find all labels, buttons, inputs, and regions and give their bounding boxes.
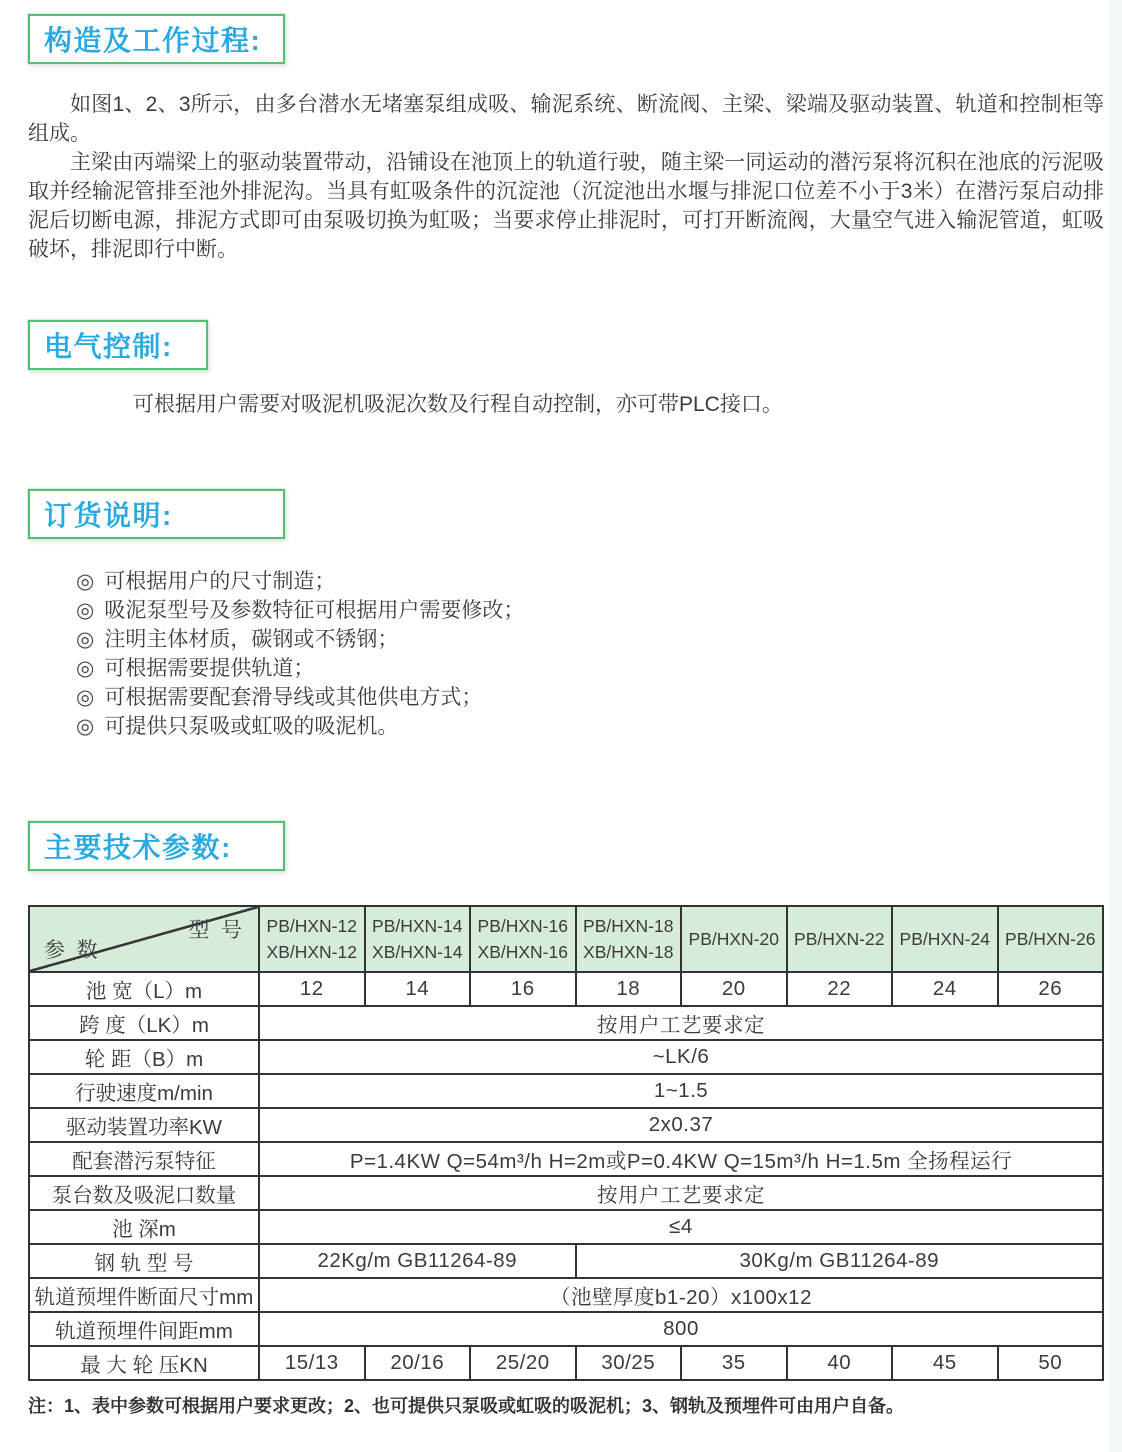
table-row: [29, 1244, 1103, 1278]
parameter-row-label: 钢 轨 型 号: [29, 1244, 259, 1278]
ordering-list-item: [76, 567, 1104, 596]
parameter-value-cell: 2x0.37: [259, 1108, 1103, 1142]
corner-label-model: 型 号: [188, 919, 242, 942]
bullseye-bullet-icon: ◎: [76, 657, 95, 680]
ordering-list-item: [76, 712, 1104, 741]
model-column-header: PB/HXN-16 XB/HXN-16: [470, 906, 576, 972]
table-row: [29, 1278, 1103, 1312]
model-column-header: PB/HXN-12 XB/HXN-12: [259, 906, 365, 972]
parameter-row-label: 轮 距（B）m: [29, 1040, 259, 1074]
parameter-value-cell: 800: [259, 1312, 1103, 1346]
table-row: [29, 1108, 1103, 1142]
table-row: [29, 1074, 1103, 1108]
model-column-header: PB/HXN-22: [787, 906, 893, 972]
parameter-value-cell: 24: [892, 972, 998, 1006]
parameter-row-label: 跨 度（LK）m: [29, 1006, 259, 1040]
ordering-item-text: 可根据需要配套滑导线或其他供电方式；: [104, 686, 483, 709]
parameter-row-label: 池 宽（L）m: [29, 972, 259, 1006]
parameter-value-cell: 20: [681, 972, 787, 1006]
parameter-row-label: 泵台数及吸泥口数量: [29, 1176, 259, 1210]
technical-parameters-table: [28, 905, 1104, 1381]
model-column-header: PB/HXN-18 XB/HXN-18: [576, 906, 682, 972]
table-row: [29, 1210, 1103, 1244]
ordering-item-text: 可根据用户的尺寸制造；: [104, 570, 336, 593]
ordering-list-item: [76, 625, 1104, 654]
section-title-electric: 电气控制:: [44, 331, 173, 362]
table-row: [29, 1040, 1103, 1074]
parameter-value-cell: P=1.4KW Q=54m³/h H=2m或P=0.4KW Q=15m³/h H=1.5m 全扬程运行: [259, 1142, 1103, 1176]
parameter-value-cell: 18: [576, 972, 682, 1006]
model-column-header: PB/HXN-20: [681, 906, 787, 972]
ordering-list-item: [76, 596, 1104, 625]
parameter-row-label: 轨道预埋件间距mm: [29, 1312, 259, 1346]
parameter-row-label: 行驶速度m/min: [29, 1074, 259, 1108]
parameter-value-cell: 26: [998, 972, 1104, 1006]
parameter-value-cell: 30/25: [576, 1346, 682, 1380]
parameter-value-cell: 45: [892, 1346, 998, 1380]
structure-paragraph-2: 主梁由丙端梁上的驱动装置带动，沿铺设在池顶上的轨道行驶，随主梁一同运动的潜污泵将沉积在池底的污泥吸取并经输泥管排至池外排泥沟。当具有虹吸条件的沉淀池（沉淀池出水堰与排泥口位差不小于3米）在潜污泵启动排泥后切断电源，排泥方式即可由泵吸切换为虹吸；当要求停止排泥时，可打开断流阀，大量空气进入输泥管道，虹吸破坏，排泥即行中断。: [28, 151, 1104, 261]
table-footnote: 注：1、表中参数可根据用户要求更改；2、也可提供只泵吸或虹吸的吸泥机；3、钢轨及预埋件可由用户自备。: [28, 1396, 905, 1416]
parameter-row-label: 最 大 轮 压KN: [29, 1346, 259, 1380]
ordering-item-text: 可提供只泵吸或虹吸的吸泥机。: [104, 715, 399, 738]
bullseye-bullet-icon: ◎: [76, 599, 95, 622]
model-column-header: PB/HXN-24: [892, 906, 998, 972]
parameter-value-cell: 1~1.5: [259, 1074, 1103, 1108]
parameter-value-cell: 按用户工艺要求定: [259, 1006, 1103, 1040]
parameter-value-cell: 按用户工艺要求定: [259, 1176, 1103, 1210]
ordering-item-text: 可根据需要提供轨道；: [104, 657, 315, 680]
parameter-value-cell: 50: [998, 1346, 1104, 1380]
spacer: [28, 741, 1104, 821]
parameter-row-label: 配套潜污泵特征: [29, 1142, 259, 1176]
ordering-list-item: [76, 683, 1104, 712]
section-box-ordering: [28, 489, 285, 539]
table-row: [29, 1346, 1103, 1380]
ordering-list-item: [76, 654, 1104, 683]
ordering-list: [28, 567, 1104, 741]
parameter-row-label: 轨道预埋件断面尺寸mm: [29, 1278, 259, 1312]
section-title-structure: 构造及工作过程:: [44, 25, 262, 56]
bullseye-bullet-icon: ◎: [76, 715, 95, 738]
parameter-value-cell: 22Kg/m GB11264-89: [259, 1244, 576, 1278]
parameter-row-label: 驱动装置功率KW: [29, 1108, 259, 1142]
section-box-electric: [28, 320, 208, 370]
model-column-header: PB/HXN-14 XB/HXN-14: [365, 906, 471, 972]
parameter-value-cell: ~LK/6: [259, 1040, 1103, 1074]
table-row: [29, 972, 1103, 1006]
parameter-value-cell: 16: [470, 972, 576, 1006]
table-row: [29, 1006, 1103, 1040]
table-corner-cell: [29, 906, 259, 972]
parameter-value-cell: 22: [787, 972, 893, 1006]
ordering-item-text: 注明主体材质，碳钢或不锈钢；: [104, 628, 399, 651]
bullseye-bullet-icon: ◎: [76, 570, 95, 593]
section-box-structure: [28, 14, 285, 64]
parameter-row-label: 池 深m: [29, 1210, 259, 1244]
section-title-parameters: 主要技术参数:: [44, 832, 232, 863]
ordering-item-text: 吸泥泵型号及参数特征可根据用户需要修改；: [104, 599, 525, 622]
table-row: [29, 1176, 1103, 1210]
table-row: [29, 1312, 1103, 1346]
parameter-value-cell: 30Kg/m GB11264-89: [576, 1244, 1104, 1278]
parameter-value-cell: 20/16: [365, 1346, 471, 1380]
parameter-value-cell: （池壁厚度b1-20）x100x12: [259, 1278, 1103, 1312]
bullseye-bullet-icon: ◎: [76, 686, 95, 709]
model-column-header: PB/HXN-26: [998, 906, 1104, 972]
parameter-value-cell: 35: [681, 1346, 787, 1380]
spacer: [28, 419, 1104, 489]
parameter-value-cell: 40: [787, 1346, 893, 1380]
corner-label-parameter: 参 数: [44, 939, 98, 962]
electric-paragraph: 可根据用户需要对吸泥机吸泥次数及行程自动控制，亦可带PLC接口。: [133, 393, 783, 416]
parameter-value-cell: 12: [259, 972, 365, 1006]
parameter-value-cell: 15/13: [259, 1346, 365, 1380]
parameter-value-cell: 14: [365, 972, 471, 1006]
section-box-parameters: [28, 821, 285, 871]
parameter-value-cell: ≤4: [259, 1210, 1103, 1244]
structure-paragraph-1: 如图1、2、3所示，由多台潜水无堵塞泵组成吸、输泥系统、断流阀、主梁、梁端及驱动装置、轨道和控制柜等组成。: [28, 93, 1104, 145]
parameter-value-cell: 25/20: [470, 1346, 576, 1380]
section-title-ordering: 订货说明:: [44, 500, 173, 531]
spacer: [28, 264, 1104, 320]
table-header-row: [29, 906, 1103, 972]
table-row: [29, 1142, 1103, 1176]
bullseye-bullet-icon: ◎: [76, 628, 95, 651]
